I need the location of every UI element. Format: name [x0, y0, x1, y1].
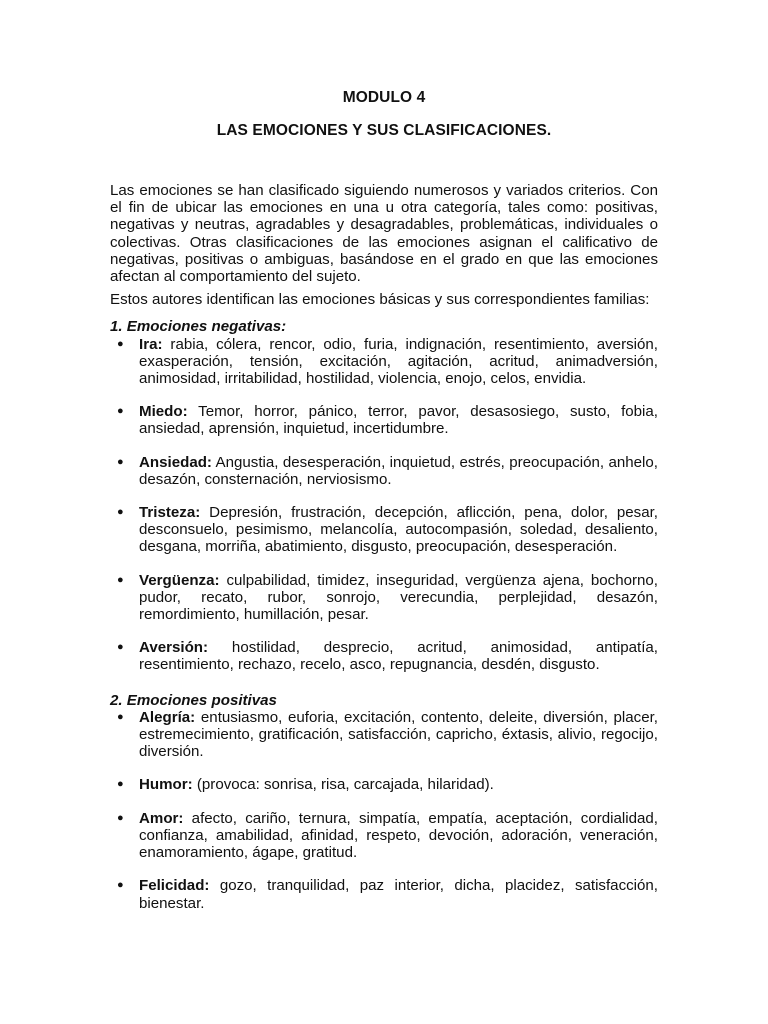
section-negative-emotions [110, 318, 658, 673]
emotion-term: Miedo: [139, 403, 188, 421]
bullet-icon: ● [117, 778, 124, 791]
list-item [110, 336, 658, 388]
list-item [110, 810, 658, 862]
bullet-icon: ● [117, 879, 124, 892]
list-item [110, 454, 658, 488]
emotion-family: Depresión, frustración, decepción, aflicción, pena, dolor, pesar, desconsuelo, pesimismo, melancolía, autocompasión, soledad, desaliento, desgana, morriña, abatimiento, disgusto, preocupación, desesperación. [139, 504, 658, 556]
bullet-icon: ● [117, 573, 124, 586]
emotion-family: entusiasmo, euforia, excitación, contento, deleite, diversión, placer, estremecimiento, gratificación, satisfacción, capricho, éxtasis, alivio, regocijo, diversión. [139, 708, 658, 761]
emotion-term: Vergüenza: [139, 571, 220, 589]
section-positive-emotions [110, 692, 658, 912]
list-item [110, 709, 658, 761]
list-item [110, 403, 658, 437]
document-title: LAS EMOCIONES Y SUS CLASIFICACIONES. [216, 122, 552, 139]
section-title: 1. Emociones negativas: [110, 318, 287, 336]
emotion-term: Felicidad: [139, 877, 210, 895]
emotion-family: (provoca: sonrisa, risa, carcajada, hilaridad). [192, 776, 494, 794]
bullet-icon: ● [117, 455, 124, 468]
emotion-family: Angustia, desesperación, inquietud, estrés, preocupación, anhelo, desazón, consternación, nerviosismo. [139, 453, 658, 488]
bullet-icon: ● [117, 641, 124, 654]
list-item [110, 572, 658, 624]
emotion-family: culpabilidad, timidez, inseguridad, vergüenza ajena, bochorno, pudor, recato, rubor, sonrojo, verecundia, perplejidad, desazón, remordimiento, humillación, pesar. [139, 571, 658, 624]
intro-paragraph: Las emociones se han clasificado siguiendo numerosos y variados criterios. Con el fin de ubicar las emociones en una u otra categoría, tales como: positivas, negativas y neutras, agradables y desagradables, problemáticas, individuales o colectivas. Otras clasificaciones de las emociones asignan el calificativo de negativas, positivas o ambiguas, basándose en el grado en que las emociones afectan al comportamiento del sujeto. [110, 182, 658, 286]
bullet-icon: ● [117, 506, 124, 519]
emotion-term: Humor: [139, 776, 193, 794]
module-title: MODULO 4 [342, 89, 426, 106]
bullet-icon: ● [117, 811, 124, 824]
list-item [110, 639, 658, 673]
emotion-family: Temor, horror, pánico, terror, pavor, desasosiego, susto, fobia, ansiedad, aprensión, inquietud, incertidumbre. [139, 403, 658, 438]
emotion-term: Tristeza: [139, 504, 201, 522]
list-item [110, 504, 658, 556]
emotion-family: afecto, cariño, ternura, simpatía, empatía, aceptación, cordialidad, confianza, amabilidad, afinidad, respeto, devoción, adoración, veneración, enamoramiento, ágape, gratitud. [139, 809, 658, 862]
emotion-term: Amor: [139, 809, 184, 827]
emotion-list [110, 709, 658, 912]
list-item [110, 877, 658, 911]
section-title: 2. Emociones positivas [110, 691, 277, 709]
authors-paragraph: Estos autores identifican las emociones básicas y sus correspondientes familias: [110, 291, 650, 309]
bullet-icon: ● [117, 337, 124, 350]
emotion-term: Ira: [139, 335, 163, 353]
emotion-list [110, 336, 658, 674]
emotion-term: Alegría: [139, 708, 196, 726]
bullet-icon: ● [117, 405, 124, 418]
list-item [110, 776, 658, 793]
emotion-family: hostilidad, desprecio, acritud, animosidad, antipatía, resentimiento, rechazo, recelo, asco, repugnancia, desdén, disgusto. [139, 639, 658, 674]
document-body [110, 182, 658, 912]
bullet-icon: ● [117, 710, 124, 723]
emotion-family: gozo, tranquilidad, paz interior, dicha, placidez, satisfacción, bienestar. [139, 877, 658, 912]
emotion-term: Aversión: [139, 639, 209, 657]
emotion-term: Ansiedad: [139, 453, 212, 471]
emotion-family: rabia, cólera, rencor, odio, furia, indignación, resentimiento, aversión, exasperación, tensión, excitación, agitación, acritud, animadversión, animosidad, irritabilidad, hostilidad, violencia, enojo, celos, envidia. [139, 335, 658, 388]
